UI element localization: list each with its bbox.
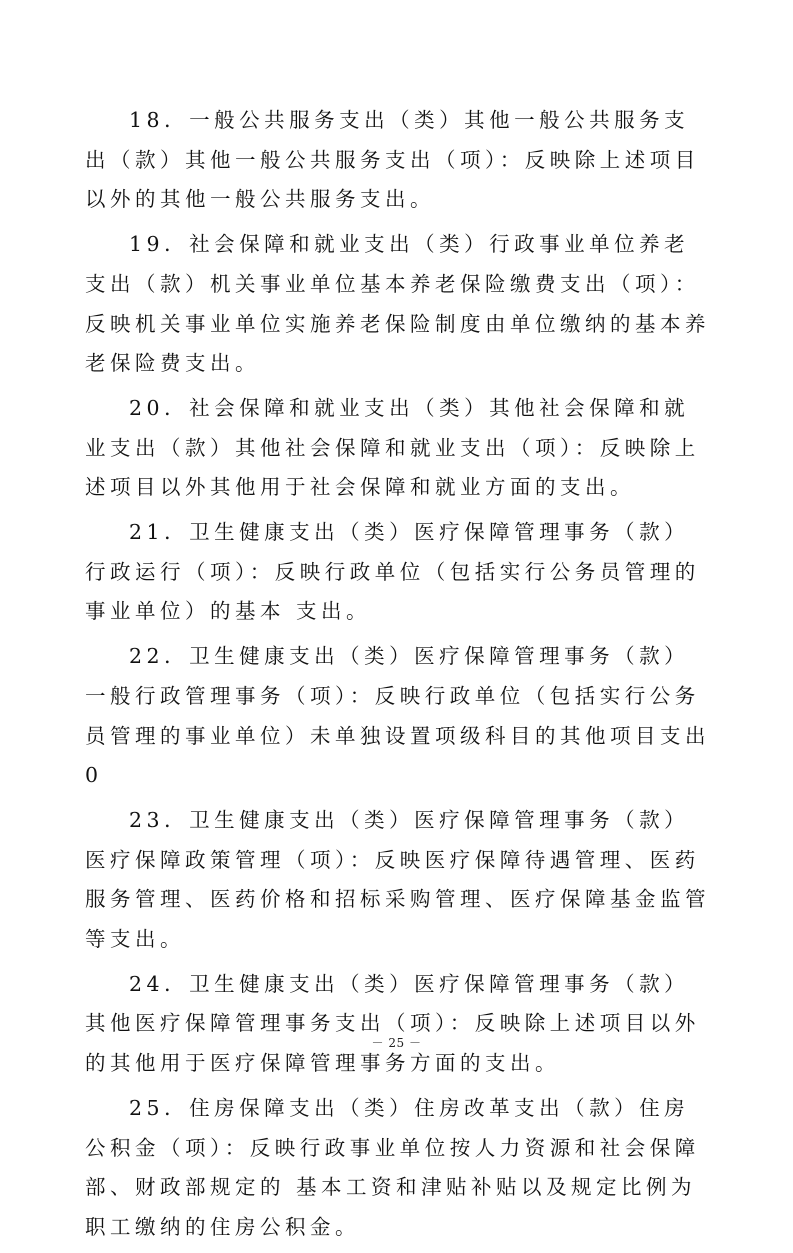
paragraph-item-19: 19．社会保障和就业支出（类）行政事业单位养老支出（款）机关事业单位基本养老保险缴费支出（项）：反映机关事业单位实施养老保险制度由单位缴纳的基本养老保险费支出。 [85,232,710,376]
paragraph-item-23: 23．卫生健康支出（类）医疗保障管理事务（款）医疗保障政策管理（项）：反映医疗保障待遇管理、医药服务管理、医药价格和招标采购管理、医疗保障基金监管等支出。 [85,807,710,952]
paragraph-item-21: 21．卫生健康支出（类）医疗保障管理事务（款）行政运行（项）：反映行政单位（包括实行公务员管理的事业单位）的基本 支出。 [85,520,700,624]
page-number: － 25 － [371,1036,422,1050]
document-body [85,101,710,1253]
paragraph-item-24: 24．卫生健康支出（类）医疗保障管理事务（款）其他医疗保障管理事务支出（项）：反映除上述项目以外的其他用于医疗保障管理事务方面的支出。 [85,971,700,1076]
paragraph-item-18: 18．一般公共服务支出（类）其他一般公共服务支出（款）其他一般公共服务支出（项）：反映除上述项目以外的其他一般公共服务支出。 [85,108,700,212]
paragraph-item-25: 25．住房保障支出（类）住房改革支出（款）住房公积金（项）：反映行政事业单位按人力资源和社会保障部、财政部规定的 基本工资和津贴补贴以及规定比例为职工缴纳的住房公积金。 [85,1095,700,1239]
paragraph-item-20: 20．社会保障和就业支出（类）其他社会保障和就业支出（款）其他社会保障和就业支出（项）：反映除上述项目以外其他用于社会保障和就业方面的支出。 [85,395,700,500]
paragraph-item-22: 22．卫生健康支出（类）医疗保障管理事务（款）一般行政管理事务（项）：反映行政单位（包括实行公务员管理的事业单位）未单独设置项级科目的其他项目支出0 [85,644,710,788]
